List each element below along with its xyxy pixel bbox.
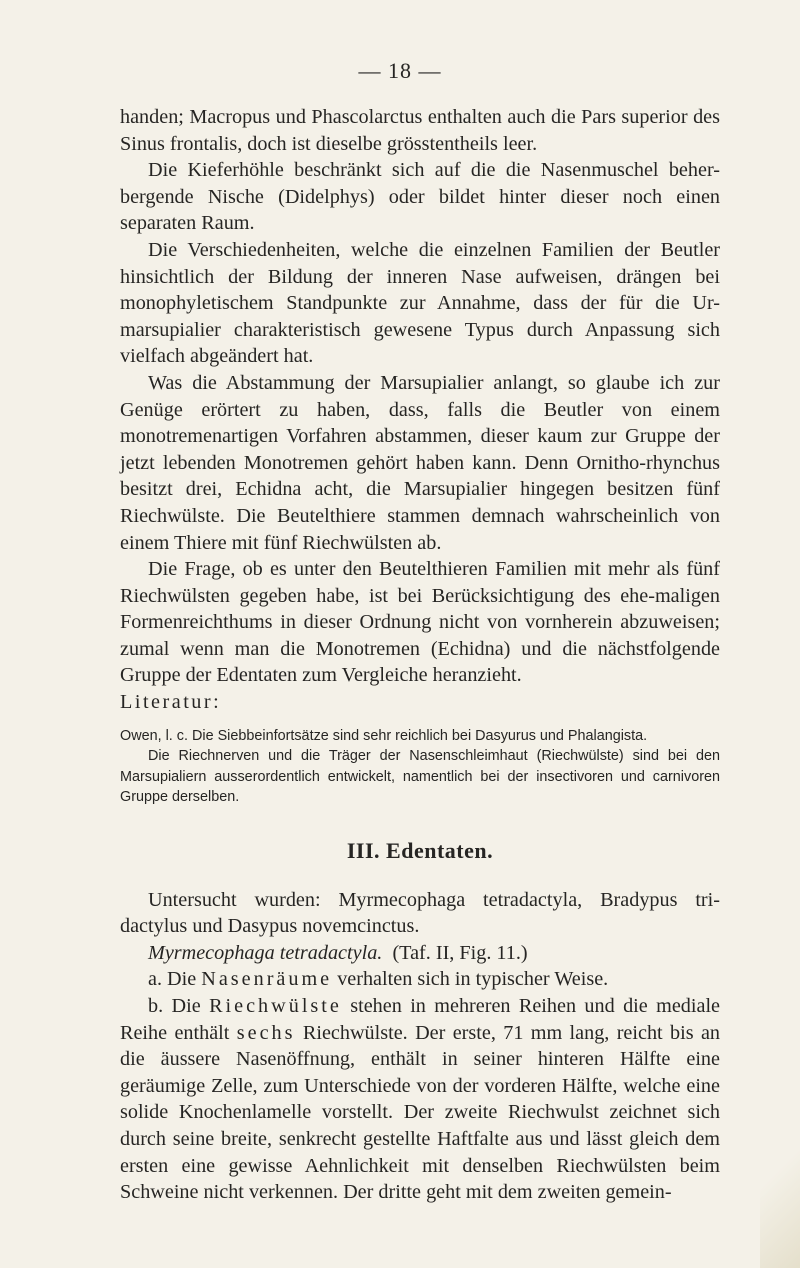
item-b-text-1: stehen in mehreren Reihen und die mediale Reihe enthält [120,995,721,1044]
paragraph: handen; Macropus und Phascolarctus enthalten auch die Pars superior des Sinus frontalis, doch ist dieselbe grösstentheils leer. [120,106,720,155]
item-a-text: verhalten sich in typischer Weise. [337,968,609,991]
item-b-term: Riechwülste [209,995,342,1017]
page-corner-shade [760,1108,800,1268]
item-b-term-2: sechs [236,1021,296,1044]
species-name: Myrmecophaga tetradactyla. [148,941,383,964]
plate-reference: (Taf. II, Fig. 11.) [392,941,528,964]
literature-entry: Owen, l. c. Die Siebbeinfortsätze sind sehr reichlich bei Dasyurus und Phalangista. [120,727,648,744]
item-a-term: Nasenräume [201,968,333,991]
paragraph: Was die Abstammung der Marsupialier anlangt, so glaube ich zur Genüge erörtert zu haben, dass, falls die Beutler von einem monotremenartigen Vorfahren abstammen, dieser kaum zur Gruppe der jetzt lebenden Monotremen gehört haben kann. Denn Ornitho-rhynchus besitzt drei, Echidna acht, die Marsupialier hingegen besitzen fünf Riechwülste. Die Beutelthiere stammen demnach wahrscheinlich von einem Thiere mit fünf Riechwülsten ab. [120,371,720,554]
literature-entry: Die Riechnerven und die Träger der Nasenschleimhaut (Riechwülste) sind bei den Marsupialiern ausserordentlich entwickelt, namentlich bei der insectivoren und carnivoren Gruppe derselben. [120,748,720,806]
paragraph: Die Verschiedenheiten, welche die einzelnen Familien der Beutler hinsichtlich der Bildung der inneren Nase aufweisen, drängen bei monophyletischem Standpunkte zur Annahme, dass der für die Ur-marsupialier charakteristisch gewesene Typus durch Anpassung sich vielfach abgeändert hat. [120,238,720,368]
page-body [120,104,720,1206]
item-a [120,966,720,993]
item-b-label: b. Die [148,995,201,1017]
section-title: III. Edentaten. [346,838,494,864]
species-heading [120,940,720,967]
item-a-label: a. Die [148,968,197,991]
page-number: — 18 — [358,58,442,83]
literature-heading: Literatur: [120,691,222,714]
paragraph: Die Frage, ob es unter den Beutelthieren Familien mit mehr als fünf Riechwülsten gegeben habe, ist bei Berücksichtigung des ehe-maligen Formenreichthums in dieser Ordnung nicht von vornherein abzuweisen; zumal wenn man die Monotremen (Echidna) und die nächstfolgende Gruppe der Edentaten zum Vergleiche heranzieht. [120,558,720,687]
item-b-text-2: Riechwülste. Der erste, 71 mm lang, reicht bis an die äussere Nasenöffnung, enthält in seiner hinteren Hälfte eine geräumige Zelle, zum Unterschiede von der vorderen Hälfte, welche eine solide Knochenlamelle vorstellt. Der zweite Riechwulst zeichnet sich durch seine breite, senkrecht gestellte Haftfalte aus und lässt gleich dem ersten eine gewisse Aehnlichkeit mit denselben Riechwülsten beim Schweine nicht verkennen. Der dritte geht mit dem zweiten gemein- [120,1021,721,1204]
paragraph: Die Kieferhöhle beschränkt sich auf die die Nasenmuschel beher-bergende Nische (Didelphys) oder bildet hinter dieser noch einen separaten Raum. [120,159,720,235]
item-b [120,993,720,1206]
literature-block [120,726,720,808]
intro-paragraph: Untersucht wurden: Myrmecophaga tetradactyla, Bradypus tri-dactylus und Dasypus novemcinctus. [120,888,720,938]
